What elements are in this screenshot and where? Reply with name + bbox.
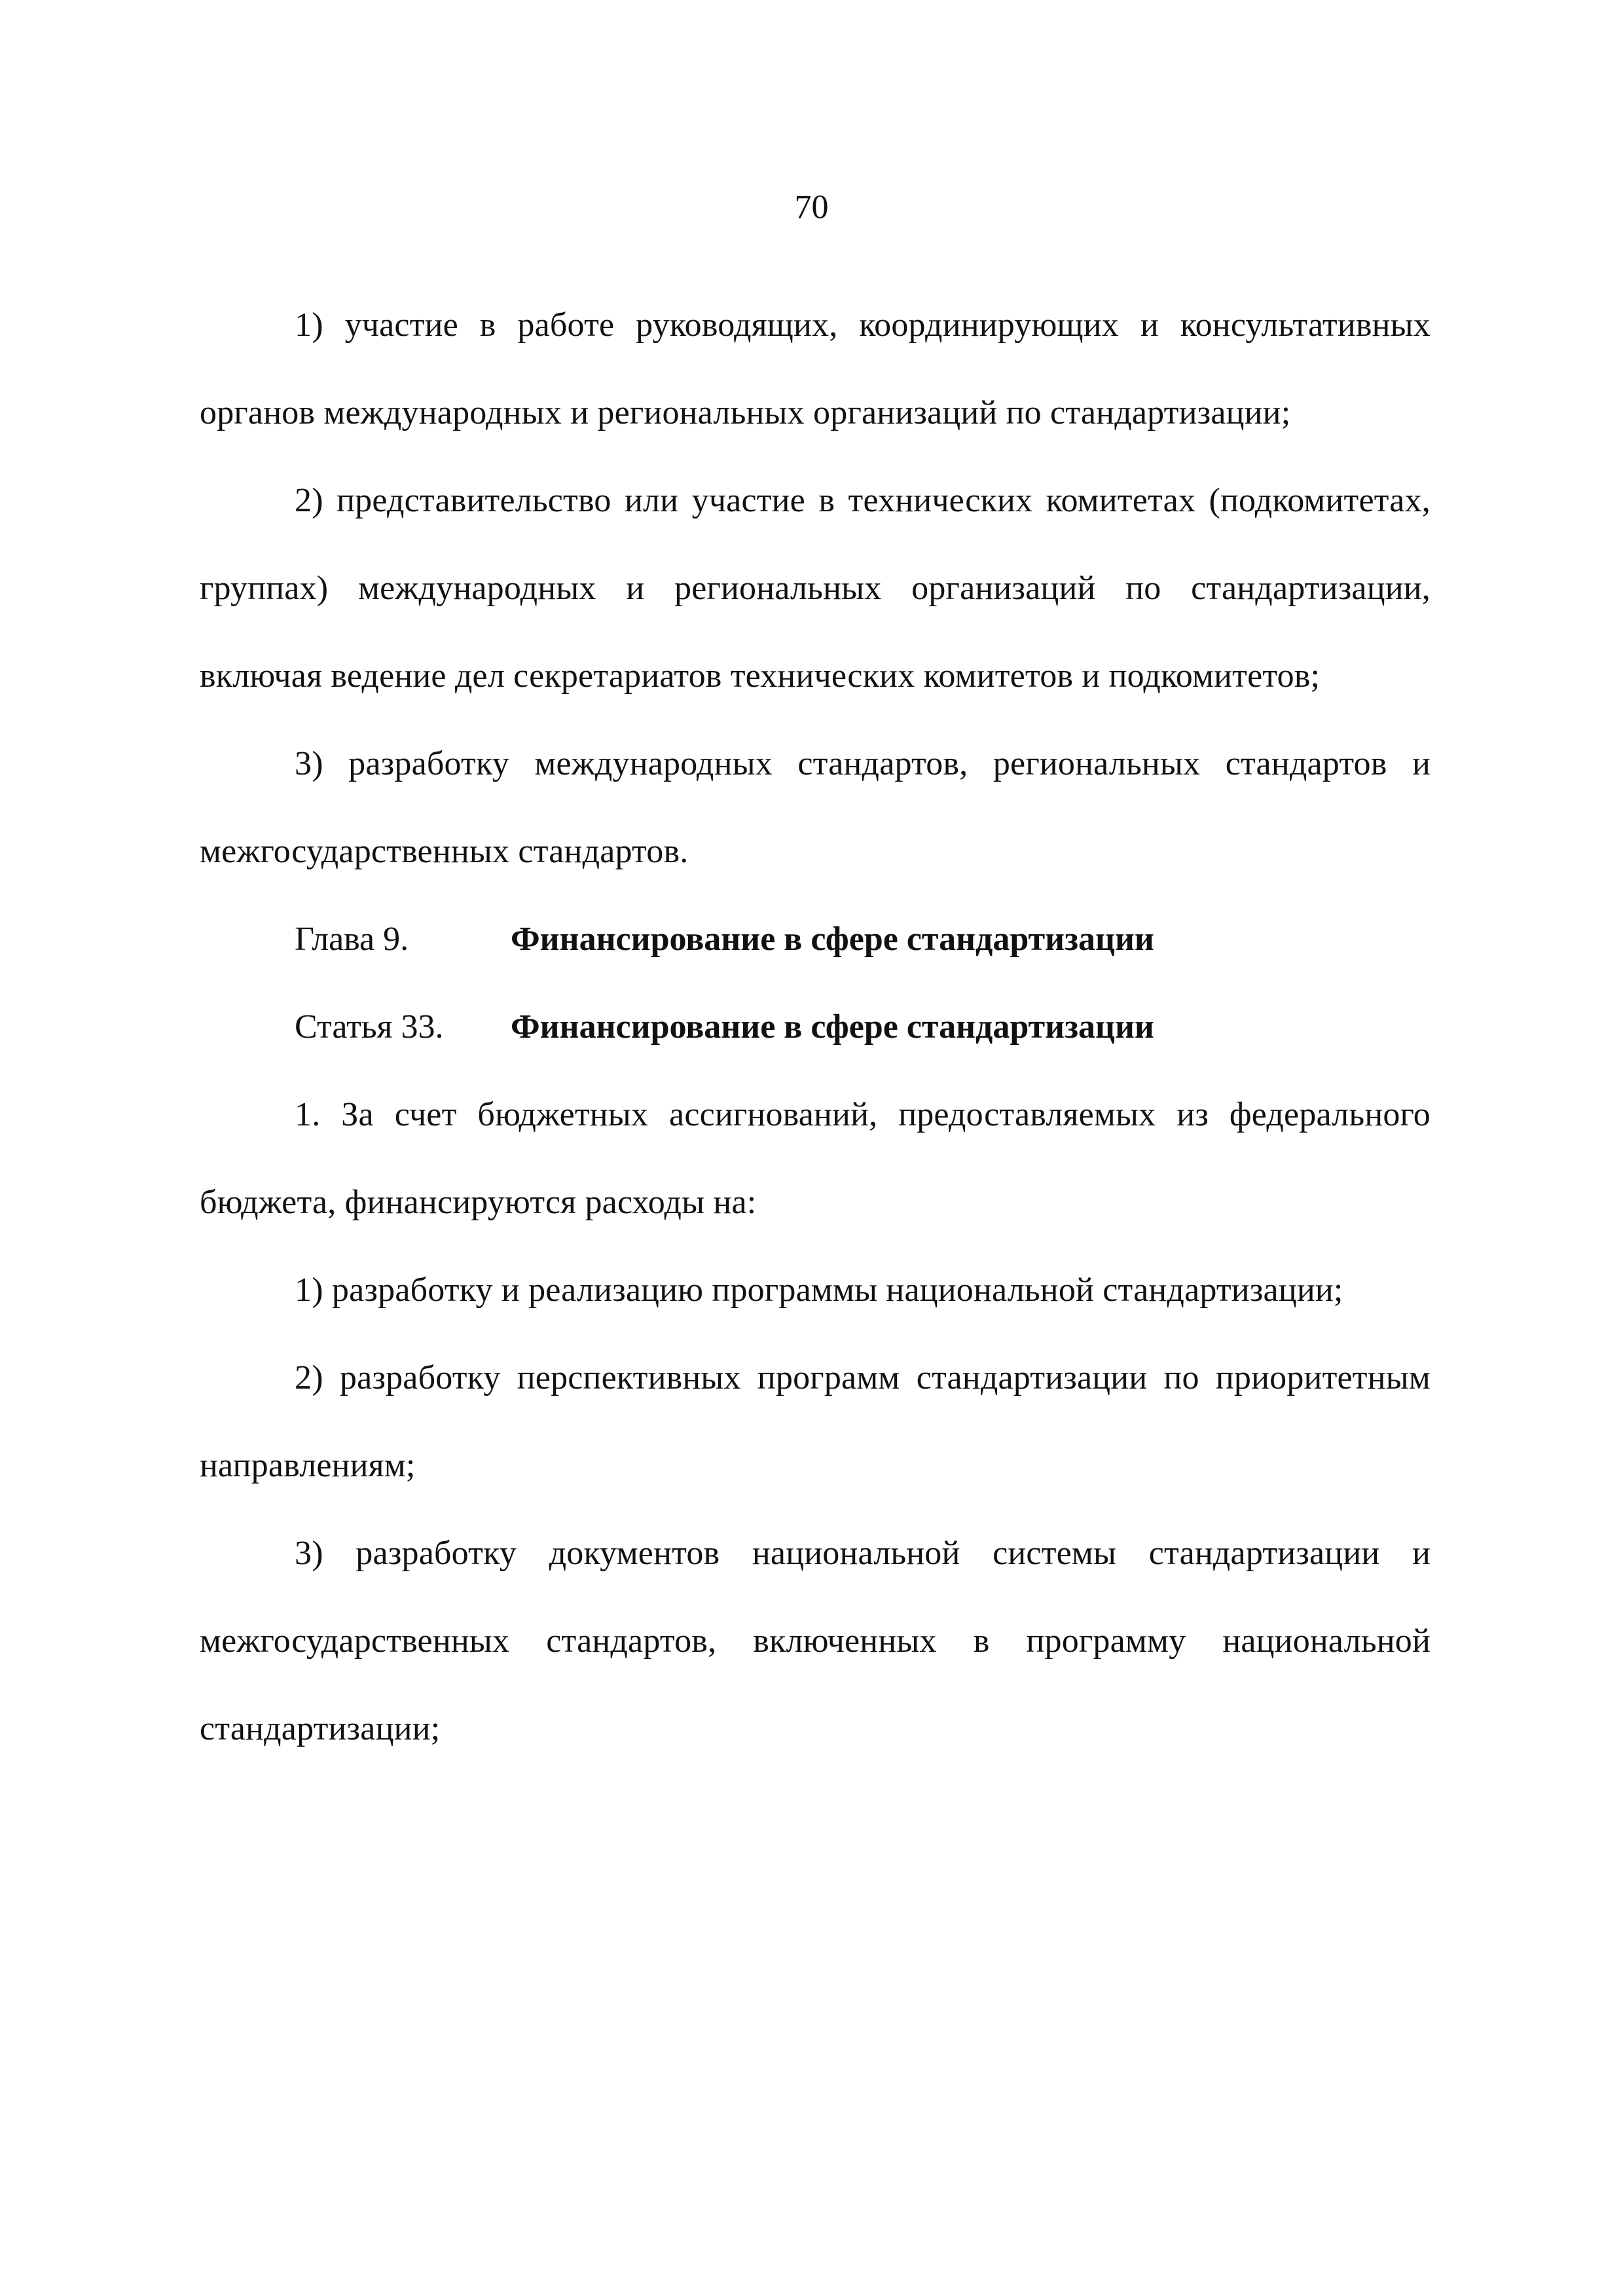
document-body xyxy=(200,282,1431,1773)
article-label: Статья 33. xyxy=(295,1008,444,1046)
list-item: 2) представительство или участие в технических комитетах (подкомитетах, группах) международных и региональных организаций по стандартизации, включая ведение дел секретариатов технических комитетов и подкомитетов; xyxy=(200,482,1431,695)
chapter-title: Финансирование в сфере стандартизации xyxy=(511,920,1154,958)
chapter-heading xyxy=(200,896,1431,983)
list-item: 1) участие в работе руководящих, координирующих и консультативных органов международных и региональных организаций по стандартизации; xyxy=(200,306,1431,431)
article-paragraph: 1. За счет бюджетных ассигнований, предоставляемых из федерального бюджета, финансируются расходы на: xyxy=(200,1096,1431,1221)
page-number: 70 xyxy=(794,189,829,226)
list-item: 1) разработку и реализацию программы национальной стандартизации; xyxy=(295,1271,1343,1309)
article-title: Финансирование в сфере стандартизации xyxy=(511,1008,1154,1046)
chapter-label: Глава 9. xyxy=(295,920,409,958)
list-item: 3) разработку международных стандартов, региональных стандартов и межгосударственных стандартов. xyxy=(200,745,1431,870)
list-item: 3) разработку документов национальной системы стандартизации и межгосударственных стандартов, включенных в программу национальной стандартизации; xyxy=(200,1535,1431,1747)
article-heading xyxy=(200,983,1431,1071)
list-item: 2) разработку перспективных программ стандартизации по приоритетным направлениям; xyxy=(200,1359,1431,1484)
